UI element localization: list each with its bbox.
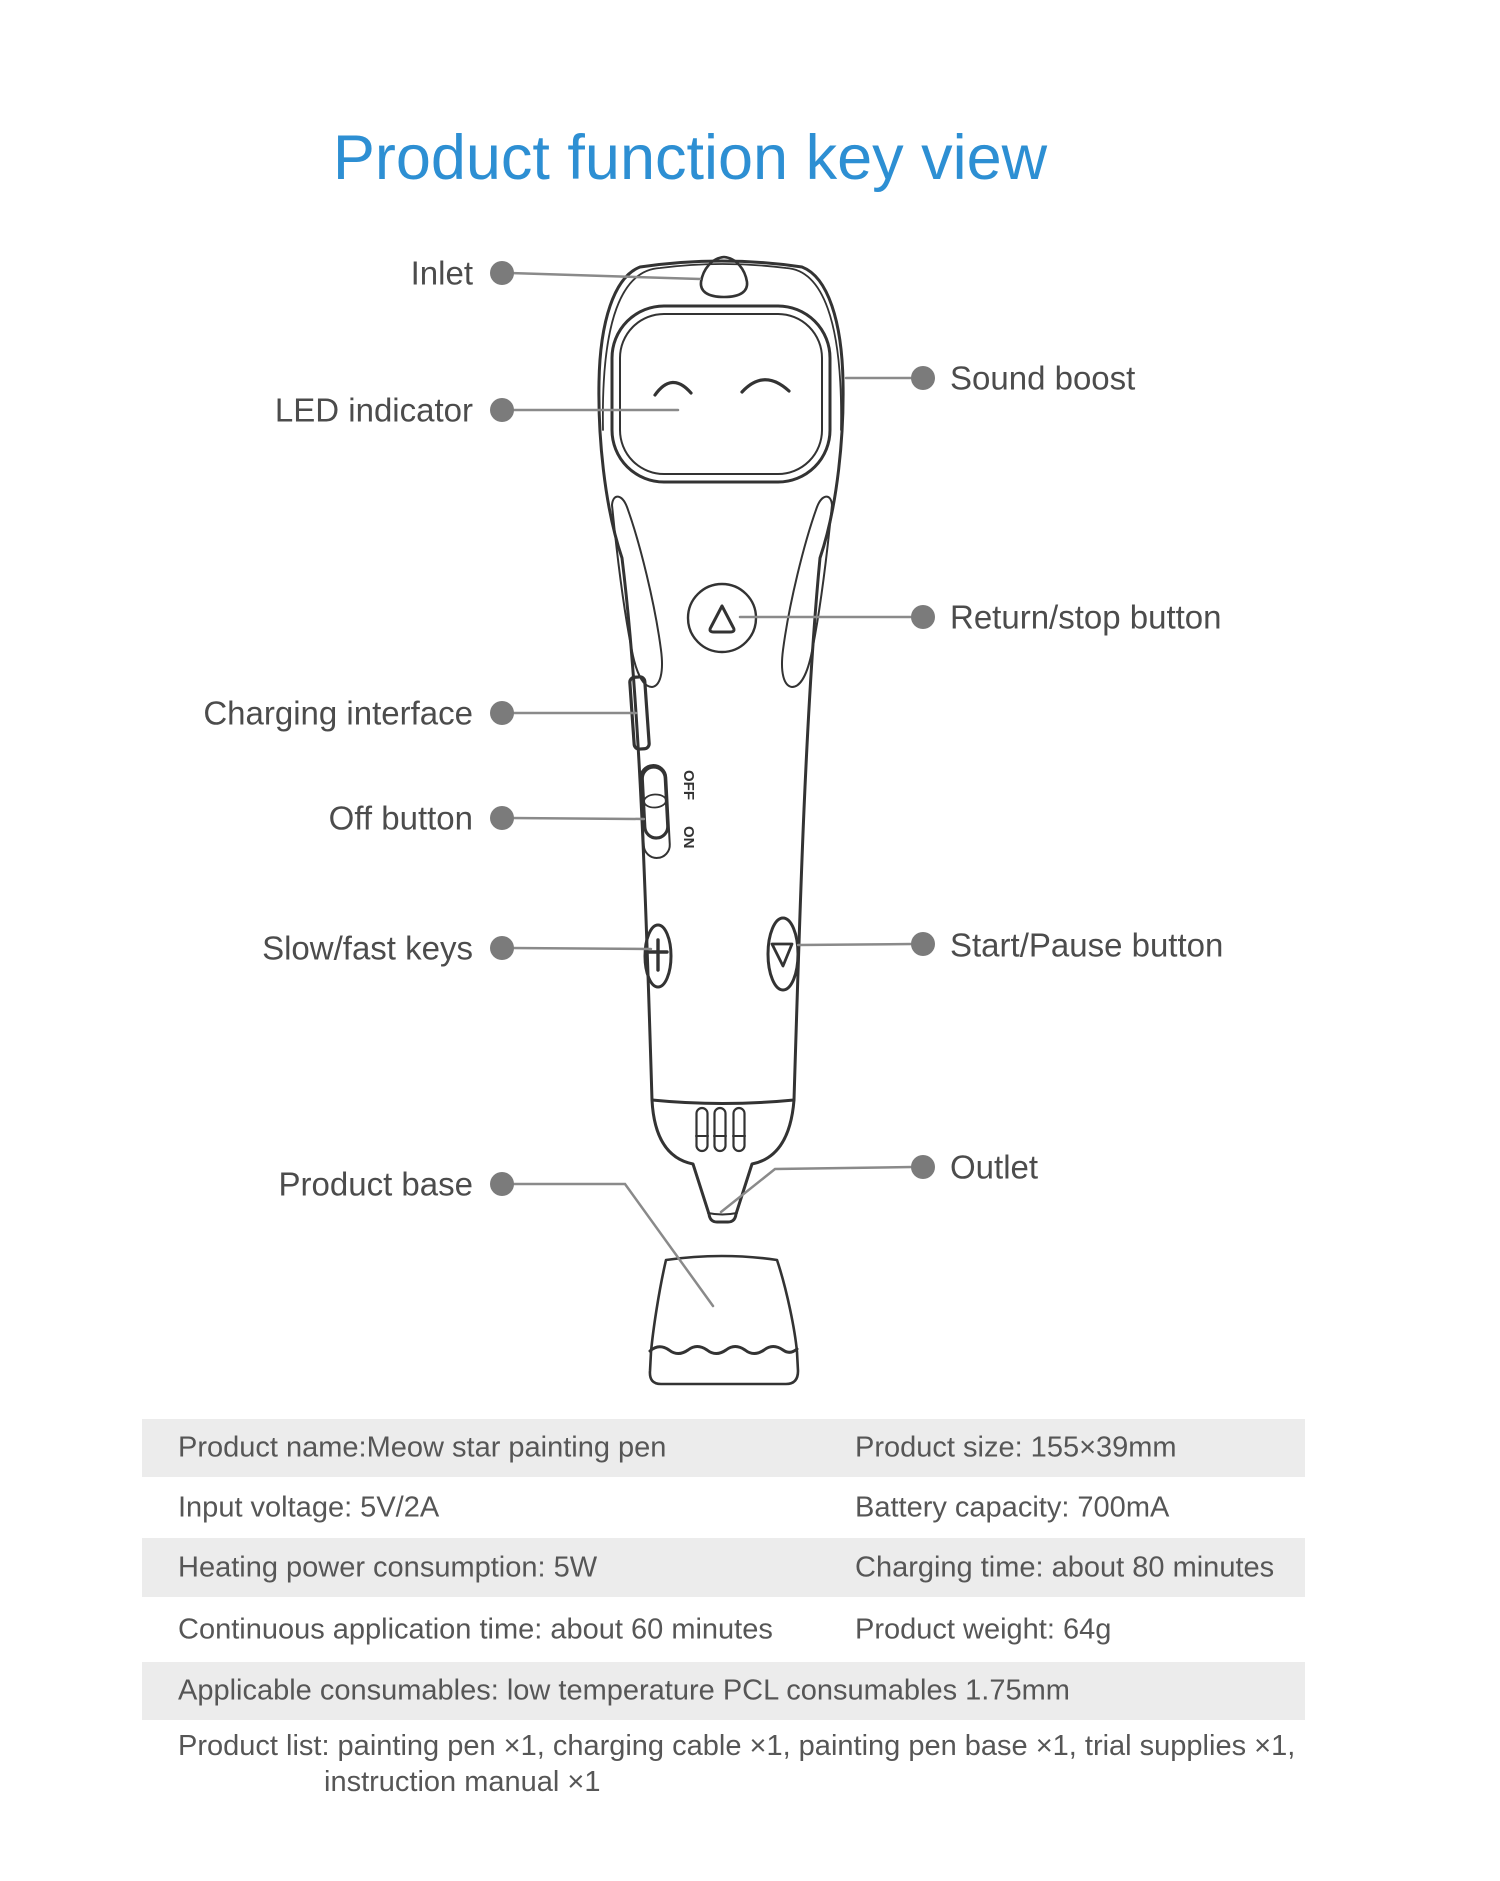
bottom-seam [652,1100,794,1104]
label-off-button: Off button [328,799,473,837]
groove-left [612,497,662,687]
label-product-base: Product base [278,1165,473,1203]
led-screen-outer [612,306,830,482]
return-triangle-icon [710,606,734,632]
spec-product-size: Product size: 155×39mm [855,1431,1177,1464]
callout-line-base [510,1184,713,1306]
label-slow-fast-keys: Slow/fast keys [262,929,473,967]
label-start-pause-button: Start/Pause button [950,926,1224,964]
callout-line-start [798,944,912,945]
callout-line-slowfast [510,948,651,949]
spec-row-product-list [142,1720,1305,1802]
spec-product-name: Product name:Meow star painting pen [178,1431,667,1464]
callout-dot-off [490,806,514,830]
callout-dot-led [490,398,514,422]
switch-off-label: OFF [680,770,697,800]
spec-charging-time: Charging time: about 80 minutes [855,1551,1275,1583]
spec-heating-power: Heating power consumption: 5W [178,1551,598,1583]
page-title: Product function key view [332,123,1048,193]
label-charging-interface: Charging interface [203,694,473,732]
callout-dot-base [490,1172,514,1196]
callout-dot-slowfast [490,936,514,960]
switch-on-label: ON [680,826,697,849]
product-base-shape [650,1256,798,1384]
spec-battery-capacity: Battery capacity: 700mA [855,1491,1170,1523]
callout-dot-start [911,932,935,956]
callout-dot-return [911,605,935,629]
spec-input-voltage: Input voltage: 5V/2A [178,1491,440,1523]
pen-head-inner-line [603,264,841,430]
spec-row-apptime-weight [142,1597,1305,1662]
base-wave-line [650,1347,797,1354]
spec-row-name-size [142,1419,1305,1477]
callout-dot-inlet [490,261,514,285]
spec-row-power-charging [142,1538,1305,1597]
label-sound-boost: Sound boost [950,359,1136,397]
spec-product-list-line2: instruction manual ×1 [324,1766,601,1798]
spec-product-weight: Product weight: 64g [855,1613,1112,1645]
start-triangle-icon [772,944,792,966]
eye-left [655,382,691,395]
label-inlet: Inlet [410,254,473,292]
vent-slot-2 [715,1108,726,1151]
spec-row-voltage-battery [142,1477,1305,1538]
nozzle-tip-band [708,1213,737,1215]
label-led-indicator: LED indicator [274,391,473,429]
led-screen-inner [620,314,822,474]
vent-slot-1 [697,1108,708,1151]
groove-right [782,497,832,687]
callout-line-off [510,818,644,819]
callout-line-inlet [510,273,700,279]
plus-icon [649,940,667,970]
vent-slot-3 [734,1108,745,1151]
label-return-stop-button: Return/stop button [950,598,1222,636]
spec-row-consumables [142,1662,1305,1720]
callout-dot-outlet [911,1155,935,1179]
label-outlet: Outlet [950,1148,1039,1186]
spec-application-time: Continuous application time: about 60 minutes [178,1613,773,1645]
power-switch-knob-edge [644,794,667,808]
power-switch-knob [642,766,669,838]
spec-table [142,1419,1305,1802]
spec-product-list-line1: Product list: painting pen ×1, charging cable ×1, painting pen base ×1, trial supplies ×1, [178,1730,1296,1762]
inlet-shape [701,257,747,297]
callout-dot-sound [911,366,935,390]
callout-dot-charging [490,701,514,725]
start-pause-key [768,918,798,990]
spec-consumables: Applicable consumables: low temperature PCL consumables 1.75mm [178,1674,1070,1707]
eye-right [742,380,789,392]
